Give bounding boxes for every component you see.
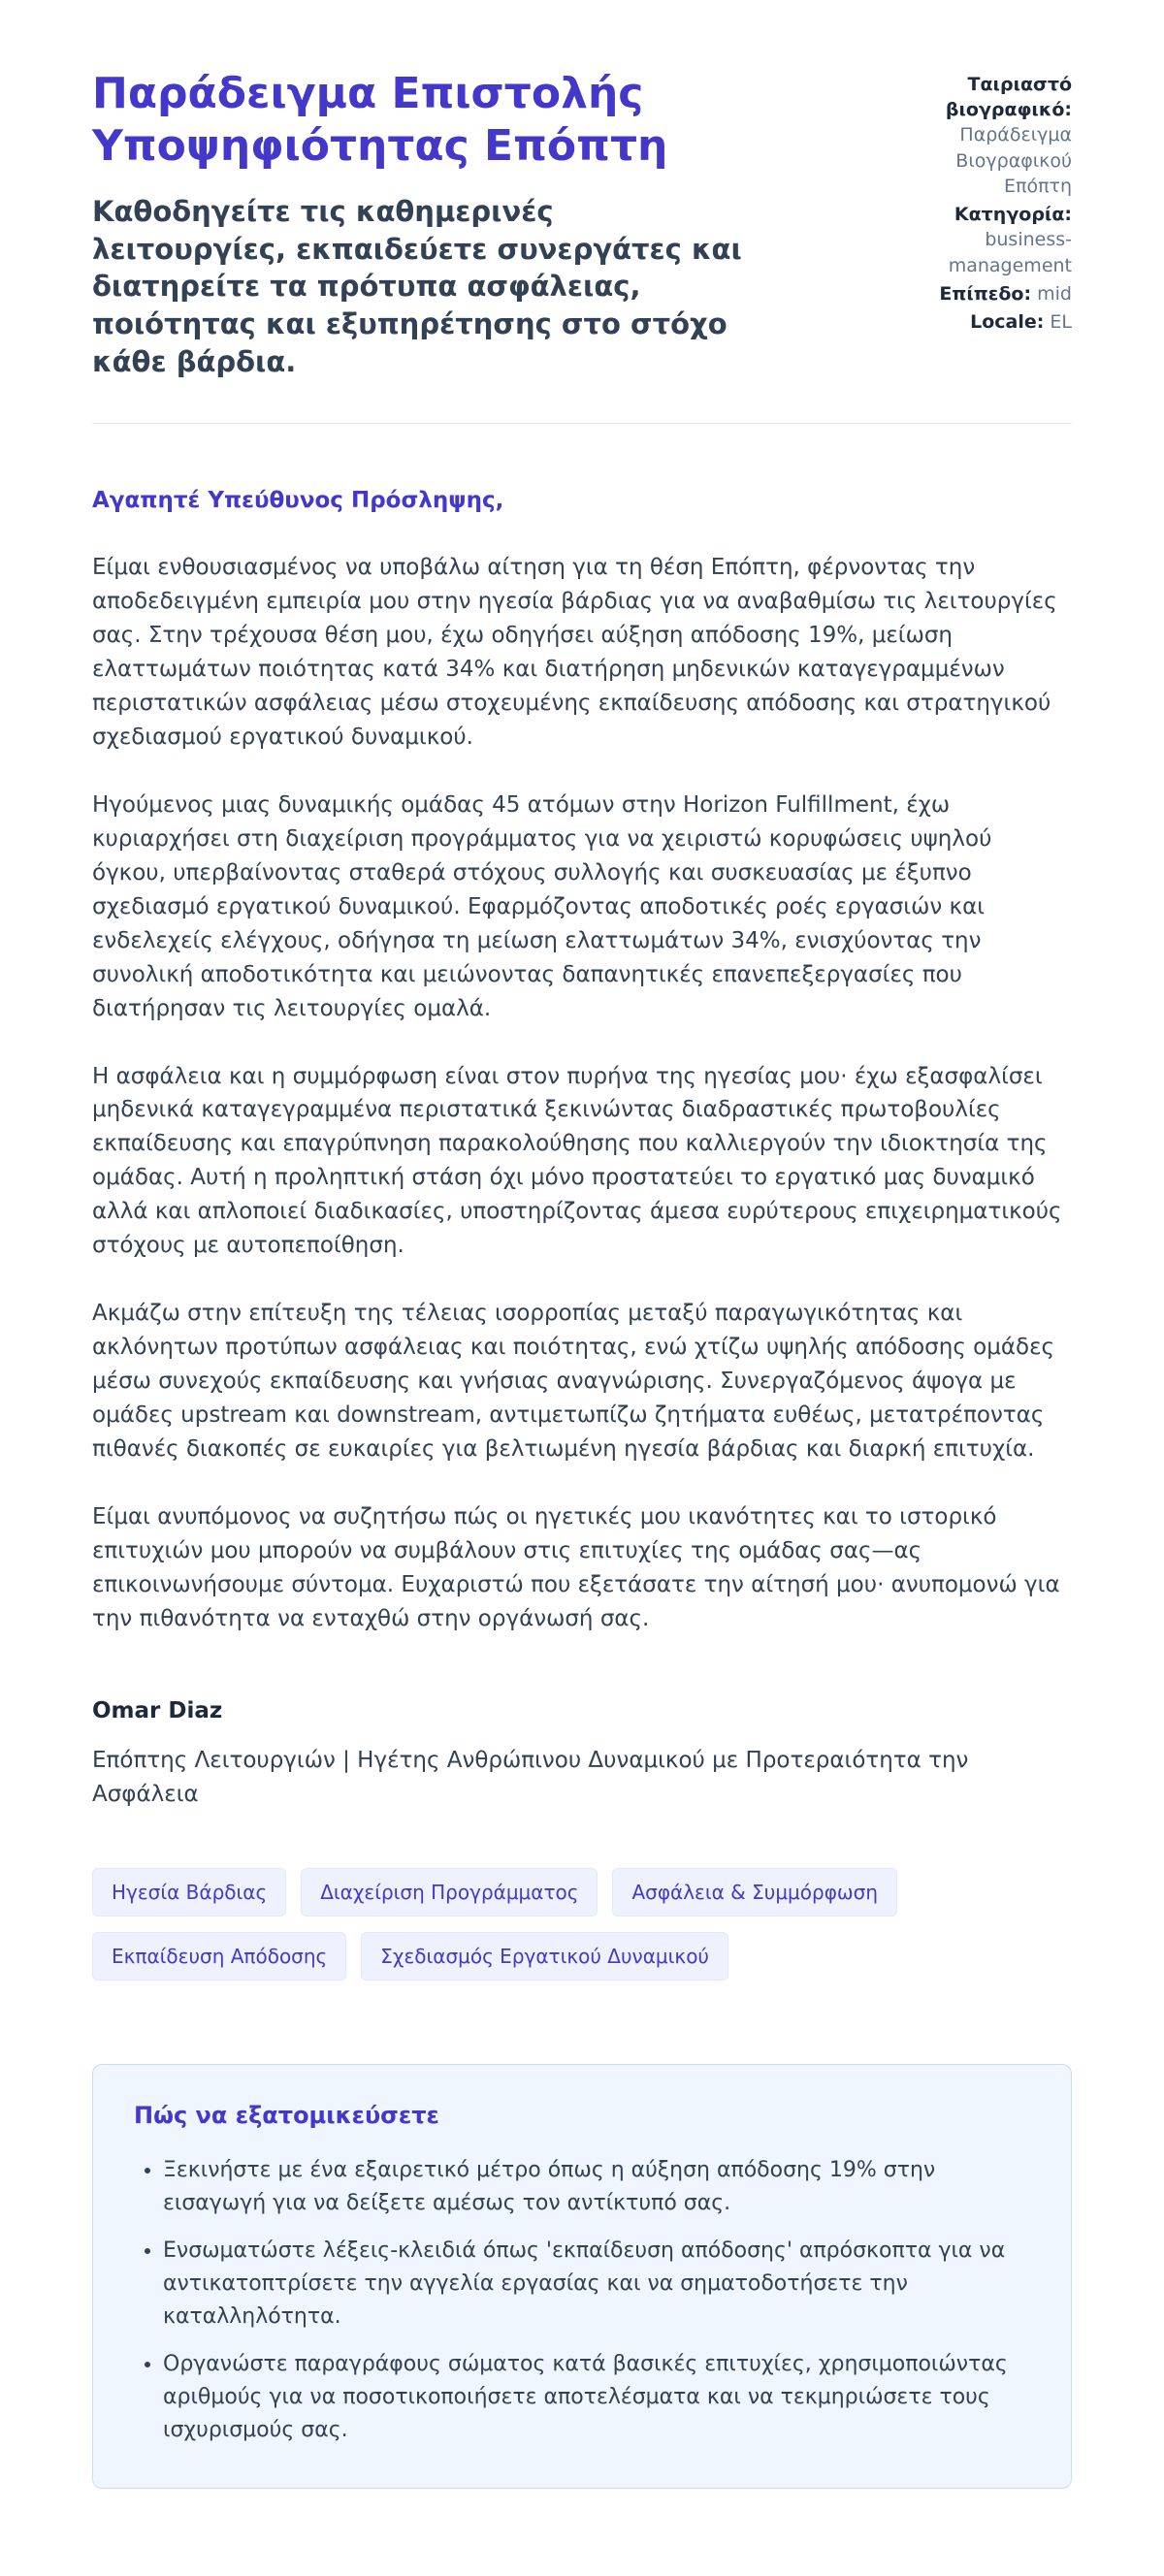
meta-level-value: mid <box>1037 282 1072 305</box>
letter-greeting: Αγαπητέ Υπεύθυνος Πρόσληψης, <box>92 488 504 514</box>
tip-item-2: • Ενσωματώστε λέξεις-κλειδιά όπως 'εκπαίδευση απόδοσης' απρόσκοπτα για να αντικατοπτρίσετε την αγγελία εργασίας και να σηματοδοτήσετε την καταλληλότητα. <box>163 2235 1030 2334</box>
letter-paragraph-4: Ακμάζω στην επίτευξη της τέλειας ισορροπίας μεταξύ παραγωγικότητας και ακλόνητων προτύπων ασφάλειας και ποιότητας, ενώ χτίζω υψηλής απόδοσης ομάδες μέσω συνεχούς εκπαίδευσης και γνήσιας αναγνώρισης. Συνεργαζόμενος άψογα με ομάδες upstream και downstream, αντιμετωπίζω ζητήματα ευθέως, μετατρέποντας πιθανές διακοπές σε ευκαιρίες για βελτιωμένη ηγεσία βάρδιας και διαρκή επιτυχία. <box>92 1301 1054 1463</box>
meta-category <box>883 202 1072 278</box>
letter-paragraph-5: Είμαι ανυπόμονος να συζητήσω πώς οι ηγετικές μου ικανότητες και το ιστορικό επιτυχιών μου μπορούν να συμβάλουν στις επιτυχίες της ομάδας σας—ας επικοινωνήσουμε σύντομα. Ευχαριστώ που εξετάσατε την αίτησή μου· ανυπομονώ για την πιθανότητα να ενταχθώ στην οργάνωσή σας. <box>92 1503 1060 1631</box>
meta-panel <box>883 68 1072 338</box>
meta-matching-resume <box>883 72 1072 199</box>
skill-tag-shift-leadership: Ηγεσία Βάρδιας <box>92 1868 286 1916</box>
skill-tag-list <box>92 1868 1072 1980</box>
header-divider <box>92 423 1072 424</box>
skill-tag-safety-compliance: Ασφάλεια & Συμμόρφωση <box>612 1868 897 1916</box>
skill-tag-performance-training: Εκπαίδευση Απόδοσης <box>92 1932 346 1980</box>
tip-item-3: • Οργανώστε παραγράφους σώματος κατά βασικές επιτυχίες, χρησιμοποιώντας αριθμούς για να ποσοτικοποιήσετε αποτελέσματα και να τεκμηριώσετε τους ισχυρισμούς σας. <box>163 2348 1030 2447</box>
header-title-block <box>92 68 752 380</box>
tip-item-1: • Ξεκινήστε με ένα εξαιρετικό μέτρο όπως η αύξηση απόδοσης 19% στην εισαγωγή για να δείξετε αμέσως τον αντίκτυπό σας. <box>163 2154 1030 2220</box>
meta-level-label: Επίπεδο: <box>939 282 1032 305</box>
tips-title: Πώς να εξατομικεύσετε <box>134 2101 439 2129</box>
meta-locale-value: EL <box>1050 310 1072 333</box>
cover-letter-example-page <box>92 0 1072 2576</box>
letter-signature: Omar Diaz <box>92 1697 223 1723</box>
skill-tag-program-management: Διαχείριση Προγράμματος <box>301 1868 598 1916</box>
page-header <box>92 68 1072 380</box>
letter-signature-role: Επόπτης Λειτουργιών | Ηγέτης Ανθρώπινου Δυναμικού με Προτεραιότητα την Ασφάλεια <box>92 1747 969 1807</box>
meta-locale-label: Locale: <box>970 310 1045 333</box>
letter-body <box>92 484 1072 1812</box>
skill-tag-workforce-planning: Σχεδιασμός Εργατικού Δυναμικού <box>361 1932 728 1980</box>
meta-matching-resume-label: Ταιριαστό βιογραφικό: <box>945 74 1072 121</box>
meta-locale <box>883 309 1072 335</box>
meta-matching-resume-link[interactable]: Παράδειγμα Βιογραφικού Επόπτη <box>955 124 1072 197</box>
meta-category-label: Κατηγορία: <box>954 204 1072 226</box>
letter-paragraph-1: Είμαι ενθουσιασμένος να υποβάλω αίτηση για τη θέση Επόπτη, φέρνοντας την αποδεδειγμένη εμπειρία μου στην ηγεσία βάρδιας για να αναβαθμίσω τις λειτουργίες σας. Στην τρέχουσα θέση μου, έχω οδηγήσει αύξηση απόδοσης 19%, μείωση ελαττωμάτων ποιότητας κατά 34% και διατήρηση μηδενικών καταγεγραμμένων περιστατικών ασφάλειας μέσω στοχευμένης εκπαίδευσης απόδοσης και στρατηγικού σχεδιασμού εργατικού δυναμικού. <box>92 555 1057 750</box>
page-title: Παράδειγμα Επιστολής Υποψηφιότητας Επόπτη <box>92 69 668 171</box>
letter-paragraph-3: Η ασφάλεια και η συμμόρφωση είναι στον πυρήνα της ηγεσίας μου· έχω εξασφαλίσει μηδενικά καταγεγραμμένα περιστατικά ξεκινώντας διαδραστικές πρωτοβουλίες εκπαίδευσης και επαγρύπνηση παρακολούθησης που καλλιεργούν την ιδιοκτησία της ομάδας. Αυτή η προληπτική στάση όχι μόνο προστατεύει το εργατικό μας δυναμικό αλλά και απλοποιεί διαδικασίες, υποστηρίζοντας άμεσα ευρύτερους επιχειρηματικούς στόχους με αυτοπεποίθηση. <box>92 1063 1062 1259</box>
meta-level <box>883 281 1072 306</box>
page-subtitle: Καθοδηγείτε τις καθημερινές λειτουργίες, εκπαιδεύετε συνεργάτες και διατηρείτε τα πρότυπα ασφάλειας, ποιότητας και εξυπηρέτησης στο στόχο κάθε βάρδια. <box>92 195 742 378</box>
letter-paragraph-2: Ηγούμενος μιας δυναμικής ομάδας 45 ατόμων στην Horizon Fulfillment, έχω κυριαρχήσει στη διαχείριση προγράμματος για να χειριστώ κορυφώσεις υψηλού όγκου, υπερβαίνοντας σταθερά στόχους συλλογής και συσκευασίας με έξυπνο σχεδιασμό εργατικού δυναμικού. Εφαρμόζοντας αποδοτικές ροές εργασιών και ενδελεχείς ελέγχους, οδήγησα τη μείωση ελαττωμάτων 34%, ενισχύοντας την συνολική αποδοτικότητα και μειώνοντας δαπανητικές επανεπεξεργασίες που διατήρησαν τις λειτουργίες ομαλά. <box>92 791 992 1021</box>
tips-list <box>134 2154 1030 2448</box>
meta-category-value: business-management <box>948 229 1072 276</box>
customization-tips-box <box>92 2064 1072 2490</box>
